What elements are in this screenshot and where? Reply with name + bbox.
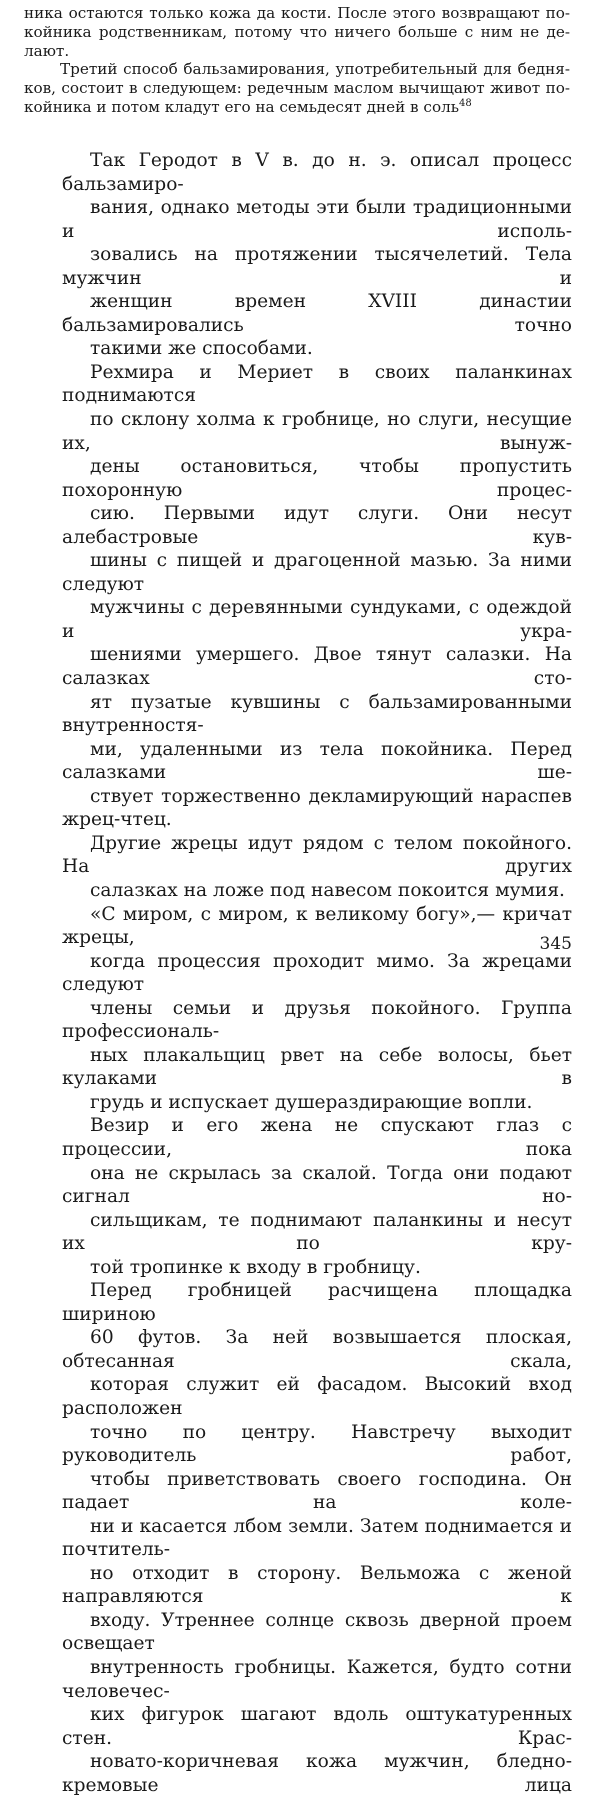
text-line: женщин времен XVIII династии бальзамировались точно xyxy=(62,291,572,336)
text-line: чтобы приветствовать своего господина. Он падает на коле- xyxy=(62,1468,572,1514)
main-paragraph-4 xyxy=(62,1114,572,1279)
text-line: внутренность гробницы. Кажется, будто сотни человечес- xyxy=(62,1657,572,1702)
text-line: вания, однако методы эти были традиционными и исполь- xyxy=(62,197,572,242)
page-number: 345 xyxy=(539,934,572,954)
text-line: ствует торжественно декламирующий нараспев жрец-чтец. xyxy=(62,785,572,831)
text-line: сильщикам, те поднимают паланкины и несут их по кру- xyxy=(62,1209,572,1255)
main-paragraph-1 xyxy=(62,149,572,361)
text-line: когда процессия проходит мимо. За жрецами следуют xyxy=(62,950,572,996)
text-line: она не скрылась за скалой. Тогда они подают сигнал но- xyxy=(62,1162,572,1208)
text-line: дены остановиться, чтобы пропустить похоронную процес- xyxy=(62,456,572,501)
quoted-text-block xyxy=(24,4,570,117)
text-line: новато-коричневая кожа мужчин, бледно-кремовые лица xyxy=(62,1751,572,1796)
text-line-content: койника и потом кладут его на семьдесят дней в соль xyxy=(24,97,460,116)
text-line: по склону холма к гробнице, но слуги, несущие их, вынуж- xyxy=(62,409,572,454)
text-line: Так Геродот в V в. до н. э. описал процесс бальзамиро- xyxy=(62,150,572,195)
text-line: такими же способами. xyxy=(90,338,313,360)
text-line: той тропинке к входу в гробницу. xyxy=(90,1256,421,1278)
text-line: точно по центру. Навстречу выходит руководитель работ, xyxy=(62,1421,572,1467)
main-paragraph-3 xyxy=(62,903,572,1115)
text-line: ких фигурок шагают вдоль оштукатуренных стен. Крас- xyxy=(62,1704,572,1749)
main-paragraph-2 xyxy=(62,361,572,903)
text-line: 60 футов. За ней возвышается плоская, обтесанная скала, xyxy=(62,1327,572,1372)
text-line: койника родственникам, потому что ничего больше с ним не де- xyxy=(24,22,570,41)
quote-paragraph-2 xyxy=(24,60,570,116)
text-line: шины с пищей и драгоценной мазью. За ними следуют xyxy=(62,550,572,595)
text-line: ни и касается лбом земли. Затем поднимается и почтитель- xyxy=(62,1515,572,1561)
text-line: входу. Утреннее солнце сквозь дверной проем освещает xyxy=(62,1609,572,1655)
text-line: зовались на протяжении тысячелетий. Тела мужчин и xyxy=(62,244,572,289)
footnote-reference: 48 xyxy=(459,97,472,109)
text-line: ят пузатые кувшины с бальзамированными внутренностя- xyxy=(62,691,572,737)
quote-paragraph-1 xyxy=(24,4,570,60)
text-line: ми, удаленными из тела покойника. Перед салазками ше- xyxy=(62,738,572,784)
text-line: ков, состоит в следующем: редечным маслом вычищают живот по- xyxy=(24,79,570,98)
text-line: Везир и его жена не спускают глаз с процессии, пока xyxy=(62,1115,572,1160)
text-line: которая служит ей фасадом. Высокий вход расположен xyxy=(62,1374,572,1419)
text-line: «С миром, с миром, к великому богу»,— кричат жрецы, xyxy=(62,903,572,949)
main-paragraph-5 xyxy=(62,1279,572,1797)
text-line xyxy=(24,98,570,117)
main-text-block xyxy=(62,149,572,1797)
text-line: мужчины с деревянными сундуками, с одеждой и укра- xyxy=(62,597,572,642)
text-line: ника остаются только кожа да кости. После этого возвращают по- xyxy=(24,4,570,22)
text-line: ных плакальщиц рвет на себе волосы, бьет кулаками в xyxy=(62,1044,572,1090)
text-line: Перед гробницей расчищена площадка шириною xyxy=(62,1280,572,1325)
text-line: Третий способ бальзамирования, употребительный для бедня- xyxy=(60,60,570,79)
text-line: шениями умершего. Двое тянут салазки. На салазках сто- xyxy=(62,644,572,690)
text-line: но отходит в сторону. Вельможа с женой направляются к xyxy=(62,1562,572,1608)
text-line: салазках на ложе под навесом покоится мумия. xyxy=(90,879,565,901)
text-line: Другие жрецы идут рядом с телом покойного. На других xyxy=(62,832,572,878)
text-line: лают. xyxy=(24,41,70,60)
text-line: сию. Первыми идут слуги. Они несут алебастровые кув- xyxy=(62,503,572,548)
text-line: Рехмира и Мериет в своих паланкинах поднимаются xyxy=(62,361,572,407)
text-line: члены семьи и друзья покойного. Группа профессиональ- xyxy=(62,997,572,1043)
text-line: грудь и испускает душераздирающие вопли. xyxy=(90,1091,533,1113)
